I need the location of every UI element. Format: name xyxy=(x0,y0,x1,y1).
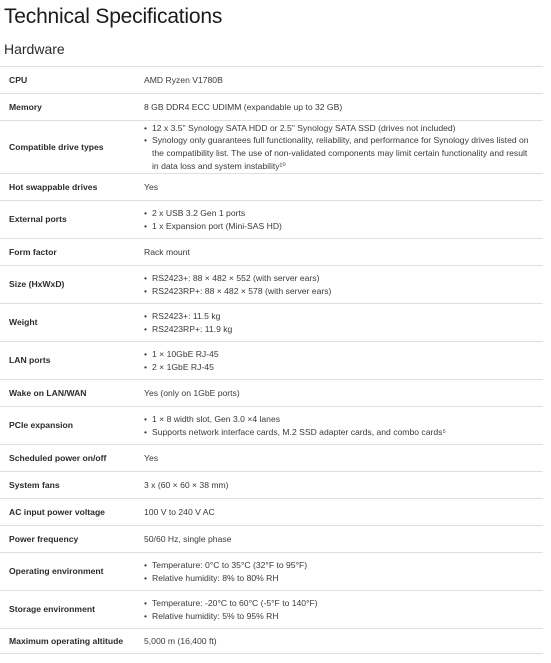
spec-value: Yes xyxy=(140,174,543,201)
spec-label: System fans xyxy=(0,472,140,499)
spec-value: 3 x (60 × 60 × 38 mm) xyxy=(140,472,543,499)
spec-row-size xyxy=(0,266,543,304)
spec-value-list xyxy=(144,413,531,438)
spec-value xyxy=(140,591,543,629)
spec-value-item: • RS2423RP+: 11.9 kg xyxy=(144,323,531,336)
spec-row-memory xyxy=(0,94,543,121)
spec-value: 100 V to 240 V AC xyxy=(140,499,543,526)
spec-label: Hot swappable drives xyxy=(0,174,140,201)
section-title-hardware: Hardware xyxy=(4,41,65,57)
spec-value-item: • 1 x Expansion port (Mini-SAS HD) xyxy=(144,220,531,233)
hardware-spec-table xyxy=(0,66,543,654)
spec-label: Memory xyxy=(0,94,140,121)
spec-value-item: • RS2423+: 11.5 kg xyxy=(144,310,531,323)
spec-value xyxy=(140,553,543,591)
spec-value: 50/60 Hz, single phase xyxy=(140,526,543,553)
spec-value-item: • RS2423RP+: 88 × 482 × 578 (with server ears) xyxy=(144,285,531,298)
spec-value-list xyxy=(144,122,531,172)
spec-label: Maximum operating altitude xyxy=(0,629,140,654)
spec-value: Yes (only on 1GbE ports) xyxy=(140,380,543,407)
spec-value-item: • Synology only guarantees full functionality, reliability, and performance for Synology drives listed on the compatibility list. The use of non-validated components may limit certain functionality and result in data loss and system instability¹⁰ xyxy=(144,134,531,172)
spec-label: LAN ports xyxy=(0,342,140,380)
spec-value xyxy=(140,266,543,304)
spec-row-compatible-drive-types xyxy=(0,121,543,174)
spec-label: Wake on LAN/WAN xyxy=(0,380,140,407)
spec-row-storage-environment xyxy=(0,591,543,629)
spec-value-list xyxy=(144,348,531,373)
spec-value-item: • 1 × 8 width slot, Gen 3.0 ×4 lanes xyxy=(144,413,531,426)
spec-row-hot-swappable-drives xyxy=(0,174,543,201)
spec-label: CPU xyxy=(0,67,140,94)
spec-value-item: • 12 x 3.5" Synology SATA HDD or 2.5" Synology SATA SSD (drives not included) xyxy=(144,122,531,135)
spec-row-cpu xyxy=(0,67,543,94)
spec-row-wake-on-lan xyxy=(0,380,543,407)
spec-value: Rack mount xyxy=(140,239,543,266)
spec-label: Weight xyxy=(0,304,140,342)
spec-row-form-factor xyxy=(0,239,543,266)
spec-value-item: • Temperature: -20°C to 60°C (-5°F to 140°F) xyxy=(144,597,531,610)
spec-label: Storage environment xyxy=(0,591,140,629)
spec-value-list xyxy=(144,310,531,335)
spec-value-list xyxy=(144,559,531,584)
spec-label: Scheduled power on/off xyxy=(0,445,140,472)
spec-label: Size (HxWxD) xyxy=(0,266,140,304)
spec-value: 5,000 m (16,400 ft) xyxy=(140,629,543,654)
spec-row-operating-environment xyxy=(0,553,543,591)
spec-label: Power frequency xyxy=(0,526,140,553)
spec-value-list xyxy=(144,207,531,232)
spec-label: Compatible drive types xyxy=(0,121,140,174)
spec-value-item: • Supports network interface cards, M.2 SSD adapter cards, and combo cards⁵ xyxy=(144,426,531,439)
spec-value-item: • Temperature: 0°C to 35°C (32°F to 95°F) xyxy=(144,559,531,572)
spec-label: PCIe expansion xyxy=(0,407,140,445)
spec-value: 8 GB DDR4 ECC UDIMM (expandable up to 32 GB) xyxy=(140,94,543,121)
spec-value xyxy=(140,407,543,445)
spec-value-list xyxy=(144,597,531,622)
spec-value xyxy=(140,304,543,342)
spec-label: Operating environment xyxy=(0,553,140,591)
spec-row-external-ports xyxy=(0,201,543,239)
spec-row-lan-ports xyxy=(0,342,543,380)
spec-value-item: • Relative humidity: 5% to 95% RH xyxy=(144,610,531,623)
spec-value-item: • 1 × 10GbE RJ-45 xyxy=(144,348,531,361)
spec-value: AMD Ryzen V1780B xyxy=(140,67,543,94)
spec-value xyxy=(140,342,543,380)
spec-label: External ports xyxy=(0,201,140,239)
spec-value-item: • Relative humidity: 8% to 80% RH xyxy=(144,572,531,585)
spec-row-pcie-expansion xyxy=(0,407,543,445)
spec-row-scheduled-power xyxy=(0,445,543,472)
spec-value-list xyxy=(144,272,531,297)
spec-row-ac-input-voltage xyxy=(0,499,543,526)
spec-value: Yes xyxy=(140,445,543,472)
spec-value-item: • 2 × 1GbE RJ-45 xyxy=(144,361,531,374)
spec-label: Form factor xyxy=(0,239,140,266)
spec-value-item: • RS2423+: 88 × 482 × 552 (with server ears) xyxy=(144,272,531,285)
spec-label: AC input power voltage xyxy=(0,499,140,526)
spec-row-weight xyxy=(0,304,543,342)
spec-row-power-frequency xyxy=(0,526,543,553)
spec-value-item: • 2 x USB 3.2 Gen 1 ports xyxy=(144,207,531,220)
spec-value xyxy=(140,121,543,174)
spec-row-max-altitude xyxy=(0,629,543,654)
page-title: Technical Specifications xyxy=(4,5,223,28)
spec-row-system-fans xyxy=(0,472,543,499)
spec-value xyxy=(140,201,543,239)
